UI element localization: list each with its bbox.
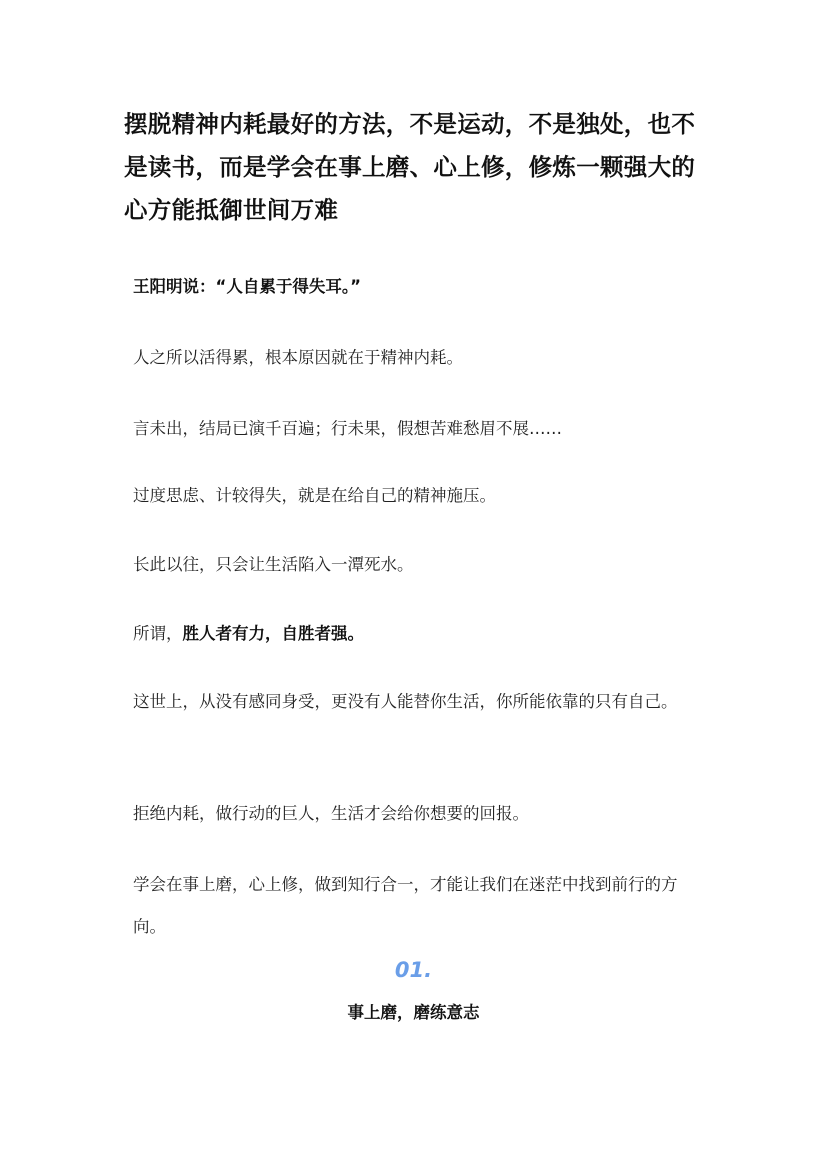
paragraph-emphasis <box>133 613 708 655</box>
paragraph: 人之所以活得累，根本原因就在于精神内耗。 <box>133 348 463 367</box>
paragraph: 学会在事上磨，心上修，做到知行合一，才能让我们在迷茫中找到前行的方向。 <box>133 875 678 936</box>
section-number: 01. <box>394 958 433 982</box>
quote-paragraph: 王阳明说：“人自累于得失耳。” <box>133 277 361 296</box>
paragraph: 长此以往，只会让生活陷入一潭死水。 <box>133 555 414 574</box>
emphasized-text: 胜人者有力，自胜者强。 <box>182 624 364 643</box>
paragraph: 言未出，结局已演千百遍；行未果，假想苦难愁眉不展…… <box>133 419 562 438</box>
paragraph: 拒绝内耗，做行动的巨人，生活才会给你想要的回报。 <box>133 804 529 823</box>
paragraph: 这世上，从没有感同身受，更没有人能替你生活，你所能依靠的只有自己。 <box>133 692 678 711</box>
article-title: 摆脱精神内耗最好的方法，不是运动，不是独处，也不是读书，而是学会在事上磨、心上修，修炼一颗强大的心方能抵御世间万难 <box>124 110 696 224</box>
paragraph: 过度思虑、计较得失，就是在给自己的精神施压。 <box>133 486 496 505</box>
paragraph-prefix: 所谓， <box>133 624 183 643</box>
section-heading: 事上磨，磨练意志 <box>347 1003 480 1022</box>
